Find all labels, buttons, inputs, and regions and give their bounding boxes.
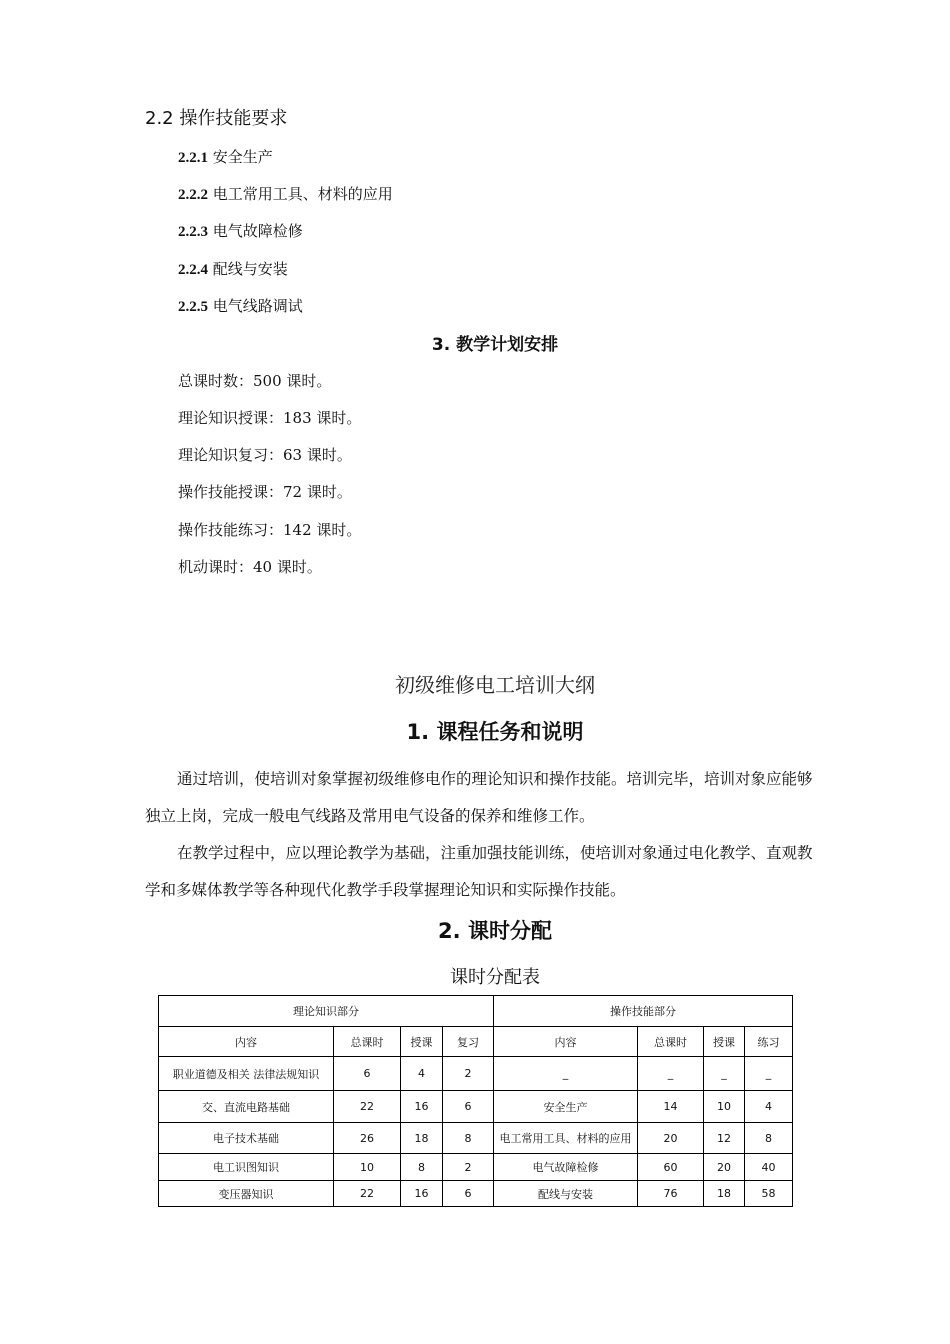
table-cell: 电工常用工具、材料的应用	[494, 1123, 638, 1154]
table-cell: 6	[334, 1057, 401, 1091]
table-cell: 6	[443, 1091, 494, 1123]
column-header: 内容	[159, 1027, 334, 1057]
table-cell: 6	[443, 1181, 494, 1207]
table-cell: 18	[401, 1123, 443, 1154]
group-header-skill: 操作技能部分	[494, 996, 793, 1027]
table-header-row	[159, 1027, 793, 1057]
subsection-text: 配线与安装	[212, 260, 288, 278]
subsection-number: 2.2.4	[178, 262, 208, 278]
table-cell: 14	[638, 1091, 704, 1123]
table-cell: _	[745, 1057, 793, 1091]
table-row	[159, 1123, 793, 1154]
table-cell: 22	[334, 1181, 401, 1207]
group-header-theory: 理论知识部分	[159, 996, 494, 1027]
table-cell: 20	[704, 1154, 745, 1181]
column-header: 总课时	[334, 1027, 401, 1057]
section-heading-2-2: 2.2 操作技能要求	[145, 108, 288, 129]
table-cell: 22	[334, 1091, 401, 1123]
table-row	[159, 1181, 793, 1207]
table-row	[159, 1091, 793, 1123]
table-cell: 2	[443, 1057, 494, 1091]
table-cell: 配线与安装	[494, 1181, 638, 1207]
table-cell: 电子技术基础	[159, 1123, 334, 1154]
subsection-text: 电气故障检修	[212, 222, 303, 240]
table-cell: 8	[401, 1154, 443, 1181]
column-header: 内容	[494, 1027, 638, 1057]
subsection-2-2-2	[178, 183, 393, 204]
table-cell: 安全生产	[494, 1091, 638, 1123]
subsection-2-2-3	[178, 220, 303, 241]
table-cell: 2	[443, 1154, 494, 1181]
table-cell: 16	[401, 1091, 443, 1123]
table-cell: 4	[401, 1057, 443, 1091]
table-cell: 交、直流电路基础	[159, 1091, 334, 1123]
subsection-text: 电工常用工具、材料的应用	[212, 185, 393, 203]
table-cell: 58	[745, 1181, 793, 1207]
plan-heading: 3. 教学计划安排	[431, 335, 559, 355]
subsection-number: 2.2.1	[178, 150, 208, 166]
column-header: 授课	[704, 1027, 745, 1057]
outline-title: 初级维修电工培训大纲	[395, 673, 595, 697]
table-cell: 60	[638, 1154, 704, 1181]
table-cell: 12	[704, 1123, 745, 1154]
table-row	[159, 1057, 793, 1091]
plan-line-flexible: 机动课时：40 课时。	[178, 558, 322, 576]
subsection-2-2-5	[178, 295, 303, 316]
table-cell: 40	[745, 1154, 793, 1181]
table-cell: 20	[638, 1123, 704, 1154]
subsection-number: 2.2.5	[178, 299, 208, 315]
heading-course-tasks: 1. 课程任务和说明	[406, 720, 584, 744]
subsection-2-2-4	[178, 258, 288, 279]
paragraph-course-description-2: 在教学过程中，应以理论教学为基础，注重加强技能训练，使培训对象通过电化教学、直观教学和多媒体教学等各种现代化教学手段掌握理论知识和实际操作技能。	[145, 844, 813, 899]
subsection-number: 2.2.2	[178, 187, 208, 203]
table-cell: 4	[745, 1091, 793, 1123]
table-cell: _	[494, 1057, 638, 1091]
table-cell: 10	[334, 1154, 401, 1181]
table-cell: _	[704, 1057, 745, 1091]
table-cell: 18	[704, 1181, 745, 1207]
table-cell: 76	[638, 1181, 704, 1207]
table-cell: 电工识图知识	[159, 1154, 334, 1181]
subsection-2-2-1	[178, 146, 273, 167]
subsection-number: 2.2.3	[178, 224, 208, 240]
table-group-row	[159, 996, 793, 1027]
subsection-text: 电气线路调试	[212, 297, 303, 315]
table-cell: _	[638, 1057, 704, 1091]
plan-line-theory-teaching: 理论知识授课：183 课时。	[178, 409, 362, 427]
heading-hour-allocation: 2. 课时分配	[438, 919, 552, 943]
table-cell: 变压器知识	[159, 1181, 334, 1207]
plan-line-theory-review: 理论知识复习：63 课时。	[178, 446, 352, 464]
subsection-text: 安全生产	[212, 148, 273, 166]
column-header: 练习	[745, 1027, 793, 1057]
table-cell: 电气故障检修	[494, 1154, 638, 1181]
table-row	[159, 1154, 793, 1181]
hour-allocation-table	[158, 995, 793, 1207]
column-header: 总课时	[638, 1027, 704, 1057]
paragraph-course-description-1: 通过培训，使培训对象掌握初级维修电作的理论知识和操作技能。培训完毕，培训对象应能够独立上岗，完成一般电气线路及常用电气设备的保养和维修工作。	[145, 770, 813, 825]
table-cell: 16	[401, 1181, 443, 1207]
table-cell: 职业道德及相关 法律法规知识	[159, 1057, 334, 1091]
plan-line-skill-teaching: 操作技能授课：72 课时。	[178, 483, 352, 501]
table-cell: 26	[334, 1123, 401, 1154]
column-header: 授课	[401, 1027, 443, 1057]
table-caption: 课时分配表	[450, 967, 540, 988]
column-header: 复习	[443, 1027, 494, 1057]
table-cell: 10	[704, 1091, 745, 1123]
table-cell: 8	[443, 1123, 494, 1154]
plan-line-skill-practice: 操作技能练习：142 课时。	[178, 521, 362, 539]
table-cell: 8	[745, 1123, 793, 1154]
plan-line-total: 总课时数：500 课时。	[178, 372, 332, 390]
